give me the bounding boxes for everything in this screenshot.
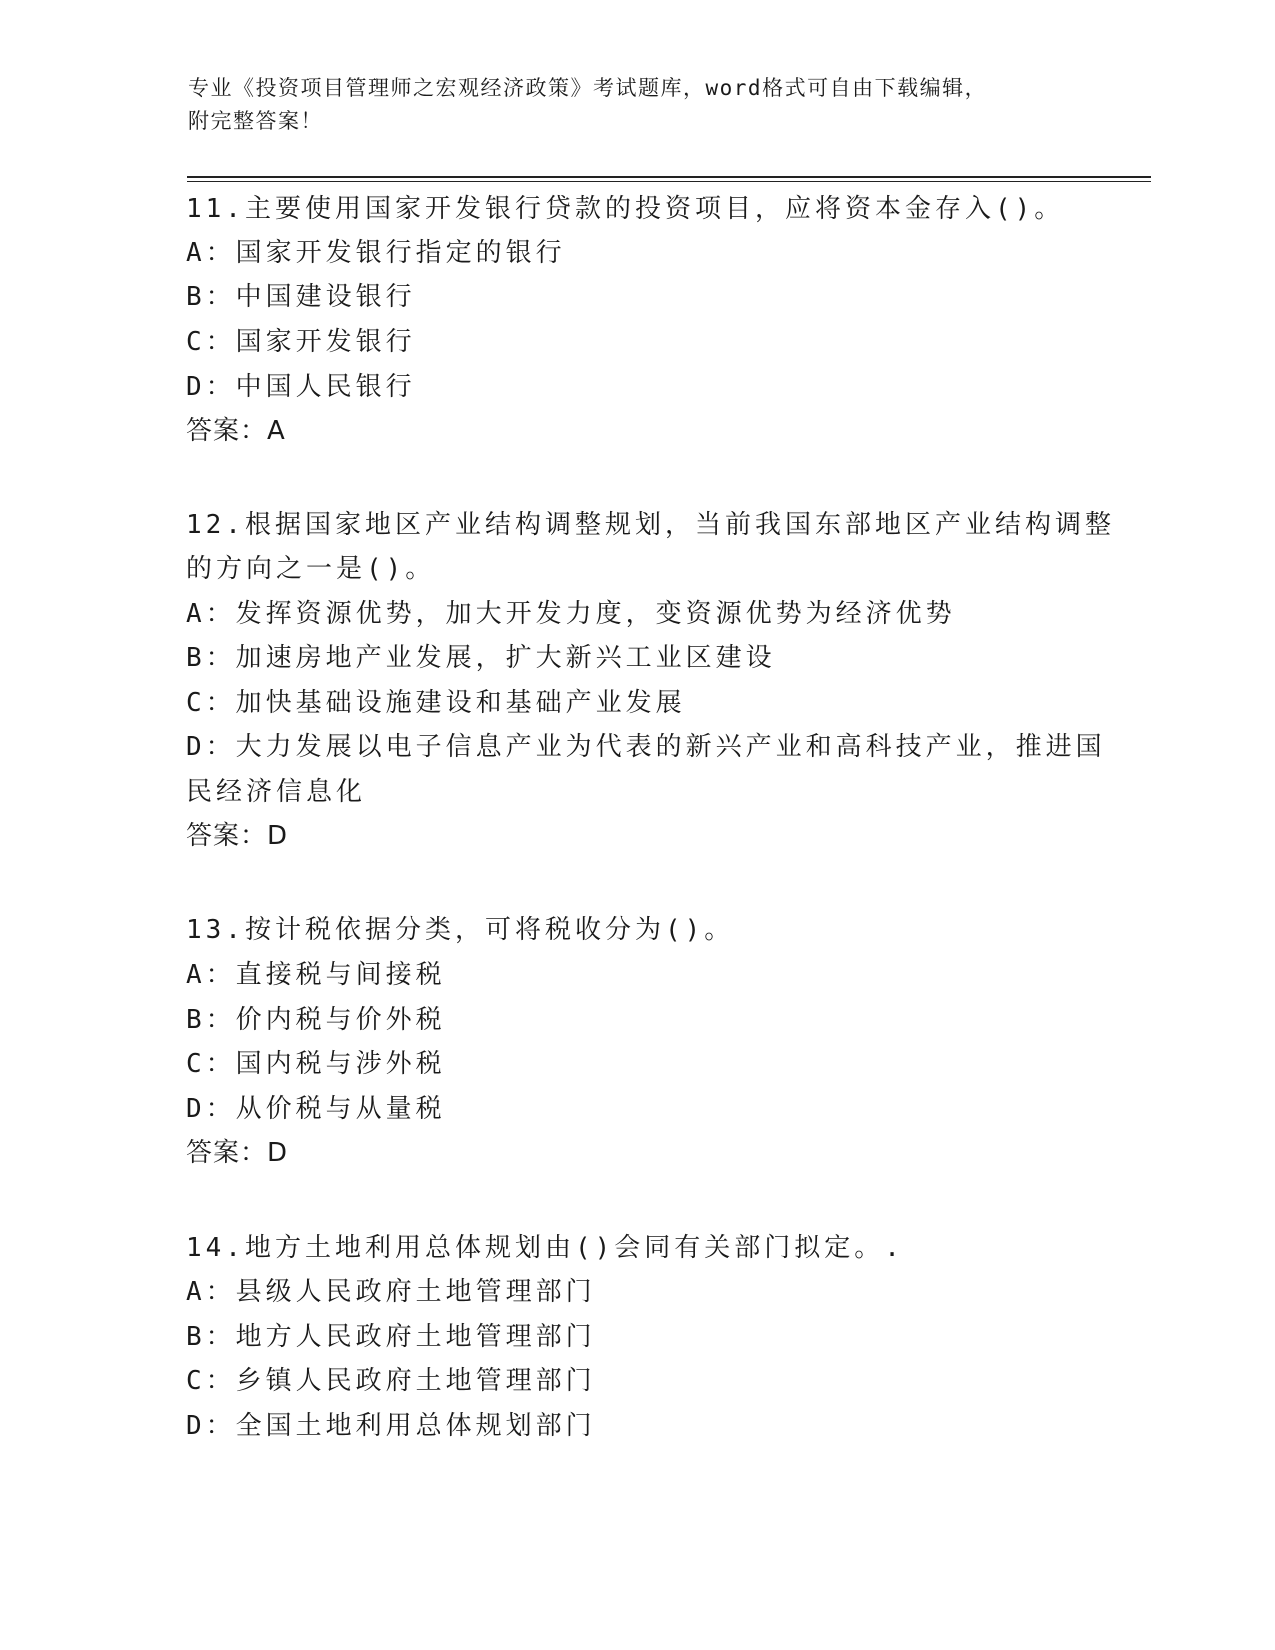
question-12-answer: 答案：D xyxy=(186,821,289,851)
question-12-stem-line-1: 12.根据国家地区产业结构调整规划，当前我国东部地区产业结构调整 xyxy=(186,510,1115,540)
question-13-option-a: A：直接税与间接税 xyxy=(186,960,446,990)
question-12-option-d-line-2: 民经济信息化 xyxy=(186,777,367,807)
question-13-option-d: D：从价税与从量税 xyxy=(186,1094,446,1124)
question-11-option-a: A：国家开发银行指定的银行 xyxy=(186,238,566,268)
question-11-answer: 答案：A xyxy=(186,416,286,446)
question-13-stem: 13.按计税依据分类，可将税收分为()。 xyxy=(186,915,735,945)
question-12-option-a: A：发挥资源优势，加大开发力度，变资源优势为经济优势 xyxy=(186,599,956,629)
question-13-option-b: B：价内税与价外税 xyxy=(186,1005,446,1035)
question-12-option-d-line-1: D：大力发展以电子信息产业为代表的新兴产业和高科技产业，推进国 xyxy=(186,732,1106,762)
question-13-option-c: C：国内税与涉外税 xyxy=(186,1049,446,1079)
question-11-stem: 11.主要使用国家开发银行贷款的投资项目，应将资本金存入()。 xyxy=(186,194,1065,224)
question-11-option-c: C：国家开发银行 xyxy=(186,327,416,357)
question-11-option-d: D：中国人民银行 xyxy=(186,372,416,402)
document-header xyxy=(188,72,1088,138)
question-14-stem: 14.地方土地利用总体规划由()会同有关部门拟定。. xyxy=(186,1233,904,1263)
question-14-option-d: D：全国土地利用总体规划部门 xyxy=(186,1411,596,1441)
question-11-option-b: B：中国建设银行 xyxy=(186,282,416,312)
question-13-answer: 答案：D xyxy=(186,1138,289,1168)
header-divider-thin xyxy=(187,181,1151,182)
question-14-option-a: A：县级人民政府土地管理部门 xyxy=(186,1277,596,1307)
question-14-option-c: C：乡镇人民政府土地管理部门 xyxy=(186,1366,596,1396)
question-14-option-b: B：地方人民政府土地管理部门 xyxy=(186,1322,596,1352)
question-12-option-c: C：加快基础设施建设和基础产业发展 xyxy=(186,688,686,718)
question-12-option-b: B：加速房地产业发展，扩大新兴工业区建设 xyxy=(186,643,776,673)
question-12-stem-line-2: 的方向之一是()。 xyxy=(186,554,436,584)
header-line-2: 附完整答案！ xyxy=(188,109,323,133)
header-line-1: 专业《投资项目管理师之宏观经济政策》考试题库，word格式可自由下载编辑， xyxy=(188,76,988,100)
header-divider-thick xyxy=(187,176,1151,178)
